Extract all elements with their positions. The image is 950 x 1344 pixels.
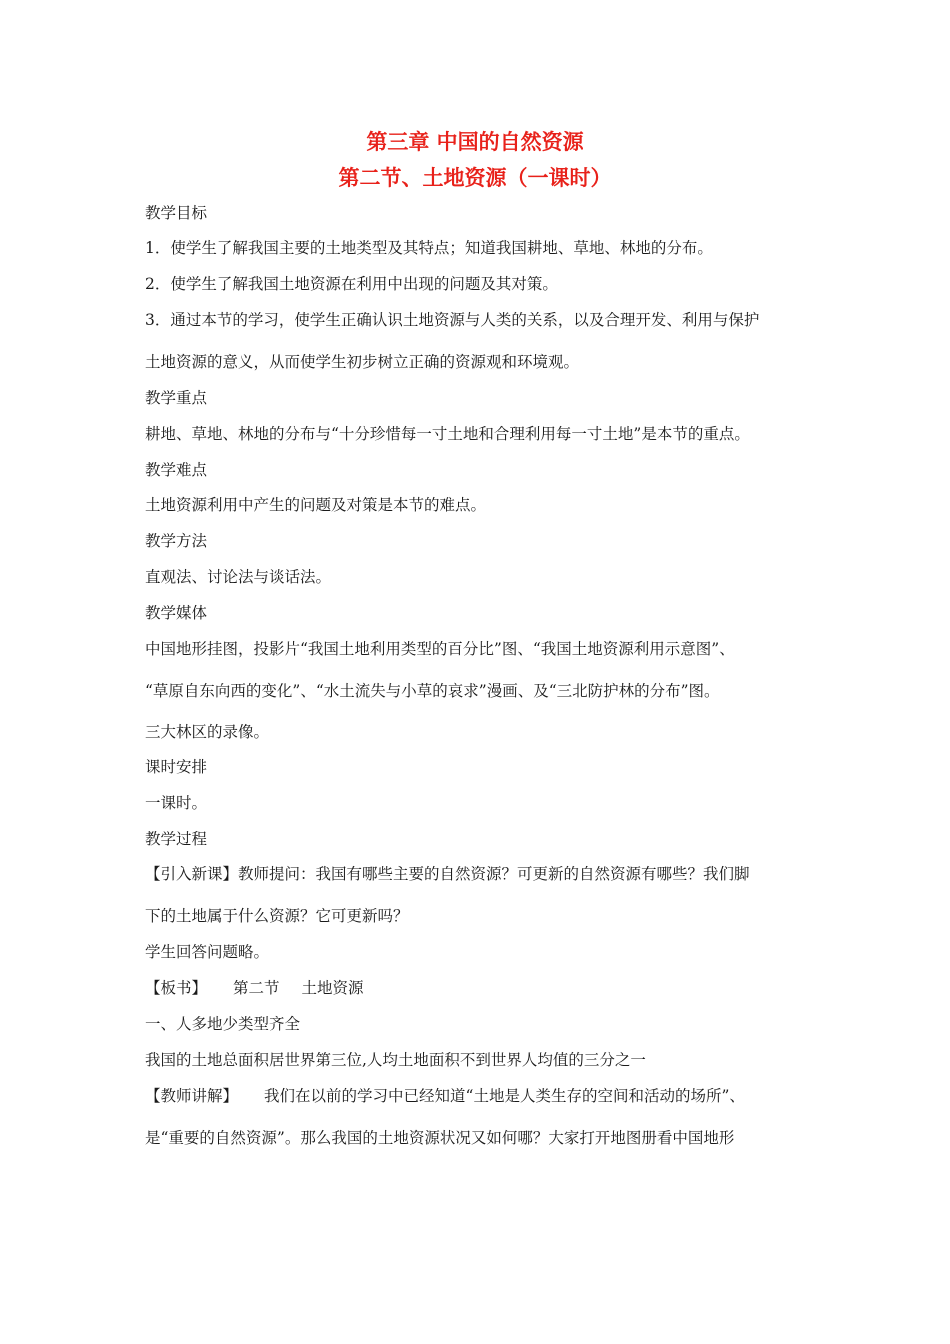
- lecture-tag: 【教师讲解】: [145, 1087, 239, 1105]
- media-text-line-3: 三大林区的录像。: [145, 723, 270, 741]
- schedule-heading: 课时安排: [145, 758, 208, 776]
- board-line: [145, 978, 364, 998]
- lecture-paragraph-line-1: [145, 1086, 745, 1106]
- method-heading: 教学方法: [145, 532, 208, 550]
- goal-3-line-1: 3．通过本节的学习，使学生正确认识土地资源与人类的关系，以及合理开发、利用与保护: [145, 311, 760, 329]
- point-1-text: 我国的土地总面积居世界第三位,人均土地面积不到世界人均值的三分之一: [145, 1051, 646, 1069]
- media-heading: 教学媒体: [145, 604, 208, 622]
- board-tag: 【板书】: [145, 979, 208, 997]
- intro-paragraph-line-2: 下的土地属于什么资源？它可更新吗？: [145, 907, 409, 925]
- key-text: 耕地、草地、林地的分布与“十分珍惜每一寸土地和合理利用每一寸土地”是本节的重点。: [145, 425, 750, 443]
- intro-paragraph-line-1: [145, 864, 750, 884]
- goals-heading: 教学目标: [145, 204, 208, 222]
- lecture-paragraph-line-2: 是“重要的自然资源”。那么我国的土地资源状况又如何哪？大家打开地图册看中国地形: [145, 1129, 735, 1147]
- difficulty-heading: 教学难点: [145, 461, 208, 479]
- student-answer: 学生回答问题略。: [145, 943, 270, 961]
- key-heading: 教学重点: [145, 389, 208, 407]
- method-text: 直观法、讨论法与谈话法。: [145, 568, 332, 586]
- goal-1: 1．使学生了解我国主要的土地类型及其特点；知道我国耕地、草地、林地的分布。: [145, 239, 713, 257]
- goal-3-line-2: 土地资源的意义，从而使学生初步树立正确的资源观和环境观。: [145, 353, 580, 371]
- chapter-title: 第三章 中国的自然资源: [366, 130, 584, 154]
- section-title: 第二节、土地资源（一课时）: [338, 166, 612, 190]
- schedule-text: 一课时。: [145, 794, 208, 812]
- lecture-text: 我们在以前的学习中已经知道“土地是人类生存的空间和活动的场所”、: [264, 1087, 745, 1105]
- board-section: 第二节: [233, 979, 280, 997]
- difficulty-text: 土地资源利用中产生的问题及对策是本节的难点。: [145, 496, 487, 514]
- board-title: 土地资源: [301, 979, 364, 997]
- process-heading: 教学过程: [145, 830, 208, 848]
- goal-2: 2．使学生了解我国土地资源在利用中出现的问题及其对策。: [145, 275, 558, 293]
- intro-tag: 【引入新课】: [145, 865, 239, 883]
- point-1-heading: 一、人多地少类型齐全: [145, 1015, 301, 1033]
- media-text-line-1: 中国地形挂图，投影片“我国土地利用类型的百分比”图、“我国土地资源利用示意图”、: [145, 640, 735, 658]
- intro-text: 教师提问：我国有哪些主要的自然资源？可更新的自然资源有哪些？我们脚: [238, 865, 750, 883]
- media-text-line-2: “草原自东向西的变化”、“水土流失与小草的哀求”漫画、及“三北防护林的分布”图。: [145, 682, 720, 700]
